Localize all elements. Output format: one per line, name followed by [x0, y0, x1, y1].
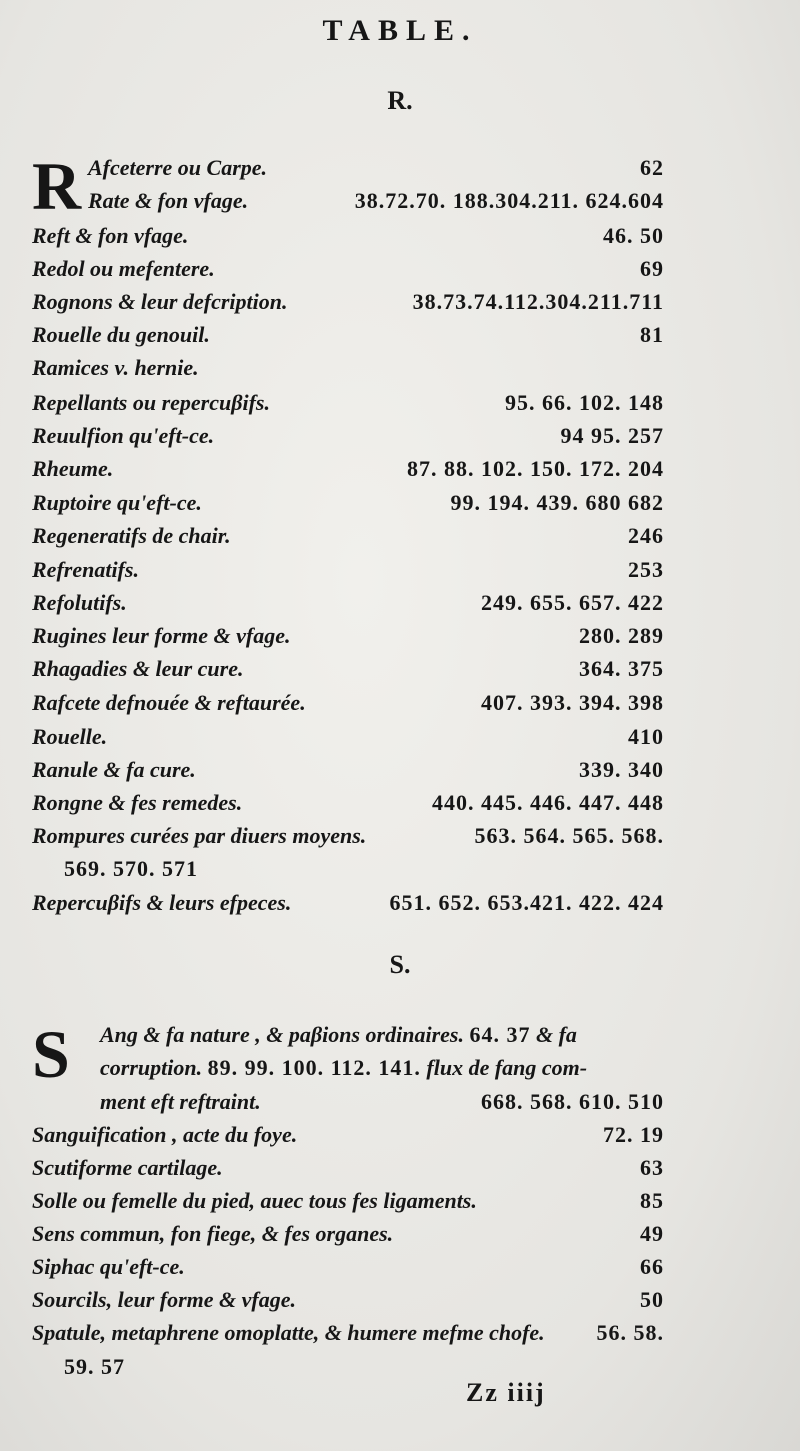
- signature-mark: Zz iiij: [466, 1378, 546, 1407]
- entry-term: Ranule & fa cure.: [32, 757, 196, 782]
- entry-term: Reuulfion qu'eft-ce.: [32, 423, 215, 448]
- section-heading-s: S.: [389, 950, 411, 979]
- entry-pages: 66: [640, 1254, 664, 1279]
- sang-entry-line-3: [100, 1089, 664, 1122]
- index-entry: [32, 1122, 664, 1155]
- entry-pages: 246: [628, 523, 664, 548]
- entry-term: Repercuβifs & leurs efpeces.: [32, 890, 292, 915]
- sang-pages: 64. 37: [469, 1022, 531, 1047]
- index-entry: [32, 790, 664, 823]
- entry-term: Sens commun, fon fiege, & fes organes.: [32, 1221, 394, 1246]
- index-entry: [32, 423, 664, 456]
- index-entry: [32, 523, 664, 556]
- entry-term: Rouelle.: [32, 724, 108, 749]
- entry-pages: 440. 445. 446. 447. 448: [432, 790, 664, 815]
- entry-pages: 407. 393. 394. 398: [481, 690, 664, 715]
- entry-pages: 563. 564. 565. 568.: [474, 823, 664, 848]
- entry-continuation: 59. 57: [64, 1354, 125, 1379]
- index-entry: [32, 724, 664, 757]
- entry-pages: 94 95. 257: [560, 423, 664, 448]
- index-entry: [32, 355, 664, 388]
- entry-pages: 99. 194. 439. 680 682: [450, 490, 664, 515]
- entry-pages: 85: [640, 1188, 664, 1213]
- index-entry: [32, 490, 664, 523]
- entry-term: Rheume.: [32, 456, 114, 481]
- entry-term: Siphac qu'eft-ce.: [32, 1254, 185, 1279]
- entry-continuation: 569. 570. 571: [64, 856, 198, 881]
- index-entry: [32, 690, 664, 723]
- entry-pages: 46. 50: [603, 223, 664, 248]
- sang-text: corruption.: [100, 1055, 203, 1080]
- index-entry: [88, 188, 664, 221]
- dropcap-s: S: [32, 1016, 70, 1092]
- entry-pages: 253: [628, 557, 664, 582]
- index-entry: [32, 223, 664, 256]
- sang-text: Ang & fa nature , & paβions ordinaires.: [100, 1022, 464, 1047]
- entry-term: Sanguification , acte du foye.: [32, 1122, 298, 1147]
- entry-term: Rongne & fes remedes.: [32, 790, 243, 815]
- index-entry: [32, 823, 664, 856]
- entry-term: Ruptoire qu'eft-ce.: [32, 490, 202, 515]
- sang-text-tail: & fa: [535, 1022, 577, 1047]
- sang-entry-line-1: [100, 1022, 577, 1048]
- sang-entry-line-2: [100, 1055, 587, 1081]
- index-entry: [32, 623, 664, 656]
- entry-term: Refrenatifs.: [32, 557, 139, 582]
- entry-pages: 364. 375: [579, 656, 664, 681]
- entry-pages: 249. 655. 657. 422: [481, 590, 664, 615]
- index-entry: [32, 1254, 664, 1287]
- index-entry: [32, 757, 664, 790]
- index-entry: [32, 456, 664, 489]
- index-entry: [32, 1155, 664, 1188]
- entry-term: Scutiforme cartilage.: [32, 1155, 223, 1180]
- index-entry: [32, 557, 664, 590]
- entry-pages: 95. 66. 102. 148: [505, 390, 664, 415]
- index-entry: [88, 155, 664, 188]
- entry-pages: 62: [640, 155, 664, 180]
- page-header: TABLE.: [322, 14, 478, 47]
- index-entry: [32, 289, 664, 322]
- entry-pages: 50: [640, 1287, 664, 1312]
- index-entry: [32, 590, 664, 623]
- entry-pages: 38.73.74.112.304.211.711: [412, 289, 664, 314]
- index-entry: [32, 1188, 664, 1221]
- entry-pages: 651. 652. 653.421. 422. 424: [389, 890, 664, 915]
- entry-term: Ramices v. hernie.: [32, 355, 199, 380]
- entry-pages: 72. 19: [603, 1122, 664, 1147]
- sang-text-tail: flux de fang com-: [426, 1055, 588, 1080]
- index-entry: [32, 1320, 664, 1353]
- entry-term: Afceterre ou Carpe.: [88, 155, 268, 180]
- sang-pages: 89. 99. 100. 112. 141.: [207, 1055, 421, 1080]
- entry-term: Rompures curées par diuers moyens.: [32, 823, 367, 848]
- entry-term: Redol ou mefentere.: [32, 256, 215, 281]
- entry-term: Refolutifs.: [32, 590, 127, 615]
- index-entry: [32, 1221, 664, 1254]
- entry-term: Repellants ou repercuβifs.: [32, 390, 270, 415]
- entry-pages: 49: [640, 1221, 664, 1246]
- entry-pages: 38.72.70. 188.304.211. 624.604: [354, 188, 664, 213]
- index-entry: [32, 256, 664, 289]
- entry-term: Rouelle du genouil.: [32, 322, 210, 347]
- entry-term: Regeneratifs de chair.: [32, 523, 231, 548]
- section-heading-r: R.: [387, 86, 413, 115]
- entry-term: Rate & fon vfage.: [88, 188, 249, 213]
- index-entry: [32, 390, 664, 423]
- entry-term: ment eft reftraint.: [100, 1089, 261, 1114]
- entry-pages: 69: [640, 256, 664, 281]
- entry-pages: 56. 58.: [596, 1320, 664, 1345]
- index-entry: [32, 322, 664, 355]
- entry-term: Rhagadies & leur cure.: [32, 656, 244, 681]
- entry-pages: 280. 289: [579, 623, 664, 648]
- entry-term: Reft & fon vfage.: [32, 223, 189, 248]
- entry-pages: 81: [640, 322, 664, 347]
- entry-pages: 668. 568. 610. 510: [481, 1089, 664, 1114]
- entry-pages: 87. 88. 102. 150. 172. 204: [407, 456, 664, 481]
- index-entry: [32, 1287, 664, 1320]
- entry-pages: 339. 340: [579, 757, 664, 782]
- index-entry: [32, 890, 664, 923]
- entry-term: Spatule, metaphrene omoplatte, & humere mefme chofe.: [32, 1320, 545, 1345]
- entry-term: Rafcete defnouée & reftaurée.: [32, 690, 306, 715]
- entry-term: Solle ou femelle du pied, auec tous fes ligaments.: [32, 1188, 477, 1213]
- entry-term: Rugines leur forme & vfage.: [32, 623, 291, 648]
- dropcap-r: R: [32, 148, 82, 224]
- entry-pages: 410: [628, 724, 664, 749]
- entry-pages: 63: [640, 1155, 664, 1180]
- index-entry: [32, 656, 664, 689]
- entry-term: Sourcils, leur forme & vfage.: [32, 1287, 296, 1312]
- entry-term: Rognons & leur defcription.: [32, 289, 288, 314]
